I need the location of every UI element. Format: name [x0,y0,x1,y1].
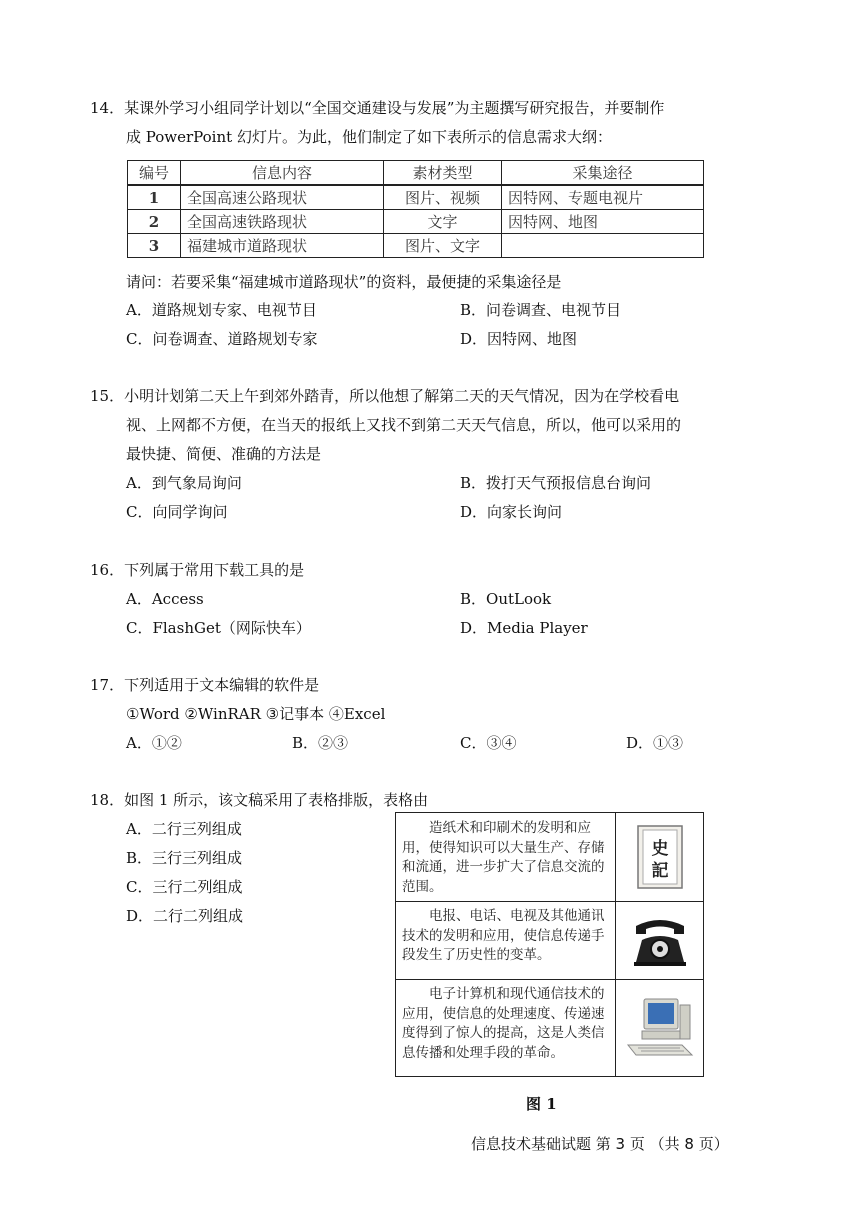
table-header-cell: 采集途径 [502,161,704,186]
figure-row-text: 电报、电话、电视及其他通讯技术的发明和应用，使信息传递手段发生了历史性的变革。 [396,901,616,979]
q15-option-d: D．向家长询问 [460,503,563,521]
figure-row [396,813,703,902]
q14-stem-line2: 成 PowerPoint 幻灯片。为此，他们制定了如下表所示的信息需求大纲： [126,128,612,146]
figure-row [396,901,703,980]
q18-option-a: A．二行三列组成 [126,820,242,838]
figure-row-text: 电子计算机和现代通信技术的应用，使信息的处理速度、传递速度得到了惊人的提高，这是人类信息传播和处理手段的革命。 [396,979,616,1076]
table-cell: 因特网、专题电视片 [502,185,704,210]
table-cell: 福建城市道路现状 [181,234,384,258]
q14-stem-line1: 14．某课外学习小组同学计划以“全国交通建设与发展”为主题撰写研究报告，并要制作 [90,99,665,117]
q14-option-c: C．问卷调查、道路规划专家 [126,330,318,348]
info-needs-table [127,160,704,258]
q16-option-d: D．Media Player [460,619,588,637]
figure-row-text: 造纸术和印刷术的发明和应用，使得知识可以大量生产、存储和流通，进一步扩大了信息交流的范围。 [396,813,616,901]
table-cell: 因特网、地图 [502,210,704,234]
q14-option-b: B．问卷调查、电视节目 [460,301,622,319]
table-cell: 全国高速铁路现状 [181,210,384,234]
computer-icon [616,979,703,1076]
q16-option-b: B．OutLook [460,590,552,608]
telephone-icon [616,901,703,979]
q14-option-a: A．道路规划专家、电视节目 [126,301,317,319]
q17-option-a: A．①② [126,734,182,752]
q15-stem-line3: 最快捷、简便、准确的方法是 [126,445,322,463]
q14-option-d: D．因特网、地图 [460,330,578,348]
figure-caption: 图 1 [526,1095,557,1113]
table-cell: 图片、视频 [384,185,502,210]
q17-option-d: D．①③ [626,734,684,752]
q15-stem-line2: 视、上网都不方便，在当天的报纸上又找不到第二天天气信息，所以，他可以采用的 [126,416,682,434]
table-row [128,234,704,258]
q16-option-c: C．FlashGet（网际快车） [126,619,311,637]
q15-stem-line1: 15．小明计划第二天上午到郊外踏青，所以他想了解第二天的天气情况，因为在学校看电 [90,387,680,405]
table-header-cell: 素材类型 [384,161,502,186]
table-cell: 图片、文字 [384,234,502,258]
q17-option-c: C．③④ [460,734,517,752]
q16-stem: 16．下列属于常用下载工具的是 [90,561,305,579]
q17-items: ①Word ②WinRAR ③记事本 ④Excel [126,705,386,723]
table-cell: 文字 [384,210,502,234]
table-row [128,210,704,234]
table-cell [502,234,704,258]
table-header-row [128,161,704,186]
table-cell: 1 [128,185,181,210]
q18-stem: 18．如图 1 所示，该文稿采用了表格排版，表格由 [90,791,429,809]
q14-question: 请问：若要采集“福建城市道路现状”的资料，最便捷的采集途径是 [126,273,562,291]
q18-option-c: C．三行二列组成 [126,878,243,896]
q18-option-d: D．二行二列组成 [126,907,244,925]
q18-option-b: B．三行三列组成 [126,849,243,867]
table-header-cell: 编号 [128,161,181,186]
q15-option-c: C．向同学询问 [126,503,228,521]
q17-option-b: B．②③ [292,734,349,752]
q15-option-b: B．拨打天气预报信息台询问 [460,474,652,492]
page-footer: 信息技术基础试题 第 3 页 （共 8 页） [471,1135,729,1153]
table-cell: 2 [128,210,181,234]
book-char-1: 史 [651,839,668,859]
table-cell: 3 [128,234,181,258]
book-char-2: 記 [651,861,668,881]
table-row [128,185,704,210]
q16-option-a: A．Access [126,590,204,608]
figure-1-table [395,812,704,1077]
table-header-cell: 信息内容 [181,161,384,186]
table-cell: 全国高速公路现状 [181,185,384,210]
q17-stem: 17．下列适用于文本编辑的软件是 [90,676,320,694]
figure-row [396,979,703,1076]
book-icon [616,813,703,901]
q15-option-a: A．到气象局询问 [126,474,242,492]
